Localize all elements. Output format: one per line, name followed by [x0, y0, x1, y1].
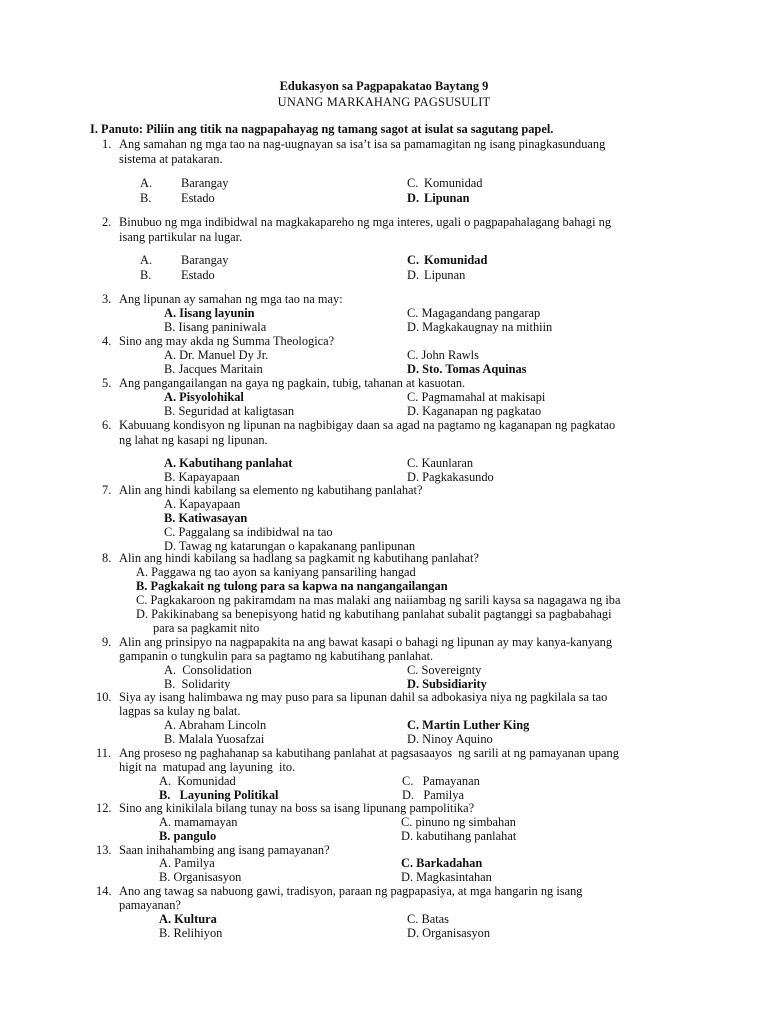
choice-correct: B. Layuning Politikal [159, 788, 279, 802]
question-number: 13. [96, 843, 112, 857]
question-text: Sino ang may akda ng Summa Theologica? [119, 334, 335, 348]
choice-continuation: para sa pagkamit nito [153, 621, 260, 635]
choice-correct: A. Kabutihang panlahat [164, 456, 293, 470]
question-number: 2. [102, 215, 112, 229]
choice-letter: A. [140, 176, 153, 190]
choice: D. Kaganapan ng pagkatao [407, 404, 542, 418]
choice-letter: C. [407, 176, 419, 190]
choice: D. Pakikinabang sa benepisyong hatid ng kabutihang panlahat subalit pagtanggi sa pagbabahagi [136, 607, 612, 621]
choice: A. Abraham Lincoln [164, 718, 267, 732]
choice: A. Kapayapaan [164, 497, 241, 511]
question-number: 9. [102, 635, 112, 649]
choice: A. mamamayan [159, 815, 238, 829]
choice: C. Pagmamahal at makisapi [407, 390, 546, 404]
choice: A. Dr. Manuel Dy Jr. [164, 348, 269, 362]
choice: A. Consolidation [164, 663, 252, 677]
choice: B. Kapayapaan [164, 470, 240, 484]
choice-text: Barangay [181, 253, 229, 267]
question-number: 4. [102, 334, 112, 348]
choice-text-correct: Komunidad [424, 253, 488, 267]
choice-text-correct: Lipunan [424, 191, 470, 205]
question-number: 14. [96, 884, 112, 898]
choice: B. Iisang paniniwala [164, 320, 267, 334]
choice: D. Organisasyon [407, 926, 491, 940]
choice-correct: B. Katiwasayan [164, 511, 248, 525]
choice-correct: B. pangulo [159, 829, 217, 843]
question-text: pamayanan? [119, 898, 181, 912]
choice: D. Magkakaugnay na mithiin [407, 320, 553, 334]
choice: C. Magagandang pangarap [407, 306, 541, 320]
choice: A. Paggawa ng tao ayon sa kaniyang pansariling hangad [136, 565, 416, 579]
question-text: Siya ay isang halimbawa ng may puso para sa lipunan dahil sa adbokasiya niya ng pagkilala sa tao [119, 690, 608, 704]
question-text: Ang proseso ng paghahanap sa kabutihang panlahat at pagsasaayos ng sarili at ng pamayanan upang [119, 746, 619, 760]
choice-correct: A. Iisang layunin [164, 306, 255, 320]
choice: A. Komunidad [159, 774, 236, 788]
choice-letter: B. [140, 268, 152, 282]
choice: C. pinuno ng simbahan [401, 815, 516, 829]
choice: D. kabutihang panlahat [401, 829, 517, 843]
question-text: Ang lipunan ay samahan ng mga tao na may: [119, 292, 343, 306]
question-number: 6. [102, 418, 112, 432]
question-text: Kabuuang kondisyon ng lipunan na nagbibigay daan sa agad na pagtamo ng kaganapan ng pagkatao [119, 418, 616, 432]
choice-letter: D. [407, 268, 420, 282]
choice-letter: B. [140, 191, 152, 205]
choice-letter: A. [140, 253, 153, 267]
question-text: higit na matupad ang layuning ito. [119, 760, 296, 774]
question-number: 8. [102, 551, 112, 565]
question-number: 7. [102, 483, 112, 497]
question-text: Ang samahan ng mga tao na nag-uugnayan sa isa’t isa sa pamamagitan ng isang pinagkasunduang [119, 137, 606, 151]
choice-correct: D. Sto. Tomas Aquinas [407, 362, 527, 376]
choice: C. Paggalang sa indibidwal na tao [164, 525, 333, 539]
question-text: ng lahat ng kasapi ng lipunan. [119, 433, 268, 447]
choice: C. Batas [407, 912, 449, 926]
question-number: 3. [102, 292, 112, 306]
choice: B. Malala Yuosafzai [164, 732, 265, 746]
choice: B. Organisasyon [159, 870, 242, 884]
question-text: Ang pangangailangan na gaya ng pagkain, tubig, tahanan at kasuotan. [119, 376, 466, 390]
choice: C. John Rawls [407, 348, 479, 362]
choice-text: Estado [181, 268, 215, 282]
choice: D. Ninoy Aquino [407, 732, 493, 746]
question-text: Sino ang kinikilala bilang tunay na boss sa isang lipunang pampolitika? [119, 801, 475, 815]
choice-text: Lipunan [424, 268, 466, 282]
choice-correct: C. Martin Luther King [407, 718, 530, 732]
choice: D. Pagkakasundo [407, 470, 494, 484]
choice-letter-correct: D. [407, 191, 420, 205]
choice-letter-correct: C. [407, 253, 420, 267]
document-title: Edukasyon sa Pagpapakatao Baytang 9 [279, 79, 489, 93]
choice: C. Pamayanan [402, 774, 480, 788]
choice: A. Pamilya [159, 856, 215, 870]
question-text: Alin ang hindi kabilang sa elemento ng kabutihang panlahat? [119, 483, 423, 497]
question-text: sistema at patakaran. [119, 152, 223, 166]
question-text: gampanin o tungkulin para sa pagtamo ng kabutihang panlahat. [119, 649, 434, 663]
choice: C. Kaunlaran [407, 456, 474, 470]
choice-correct: C. Barkadahan [401, 856, 483, 870]
instructions: I. Panuto: Piliin ang titik na nagpapahayag ng tamang sagot at isulat sa sagutang papel. [90, 122, 554, 136]
choice-correct: D. Subsidiarity [407, 677, 487, 691]
choice: B. Solidarity [164, 677, 231, 691]
choice-text: Estado [181, 191, 215, 205]
choice-correct: B. Pagkakait ng tulong para sa kapwa na nangangailangan [136, 579, 448, 593]
choice-correct: A. Pisyolohikal [164, 390, 244, 404]
question-text: Alin ang hindi kabilang sa hadlang sa pagkamit ng kabutihang panlahat? [119, 551, 479, 565]
choice: C. Sovereignty [407, 663, 482, 677]
question-text: isang partikular na lugar. [119, 230, 243, 244]
choice-correct: A. Kultura [159, 912, 217, 926]
question-number: 5. [102, 376, 112, 390]
choice: C. Pagkakaroon ng pakiramdam na mas malaki ang naiiambag ng sarili kaysa sa nagagawa ng iba [136, 593, 621, 607]
question-number: 1. [102, 137, 112, 151]
choice: B. Relihiyon [159, 926, 223, 940]
choice-text: Komunidad [424, 176, 483, 190]
question-text: Saan inihahambing ang isang pamayanan? [119, 843, 330, 857]
question-text: Alin ang prinsipyo na nagpapakita na ang bawat kasapi o bahagi ng lipunan ay may kanya-kanyang [119, 635, 613, 649]
choice: B. Seguridad at kaligtasan [164, 404, 295, 418]
question-number: 11. [96, 746, 112, 760]
choice-text: Barangay [181, 176, 229, 190]
document-subtitle: UNANG MARKAHANG PAGSUSULIT [277, 95, 491, 109]
question-number: 10. [96, 690, 112, 704]
choice: D. Pamilya [402, 788, 464, 802]
question-text: lagpas sa kulay ng balat. [119, 704, 241, 718]
question-number: 12. [96, 801, 112, 815]
choice: D. Magkasintahan [401, 870, 492, 884]
question-text: Binubuo ng mga indibidwal na magkakapareho ng mga interes, ugali o pagpapahalagang bahagi ng [119, 215, 612, 229]
choice: B. Jacques Maritain [164, 362, 263, 376]
choice: D. Tawag ng katarungan o kapakanang panlipunan [164, 539, 416, 553]
question-text: Ano ang tawag sa nabuong gawi, tradisyon, paraan ng pagpapasiya, at mga hangarin ng isang [119, 884, 583, 898]
